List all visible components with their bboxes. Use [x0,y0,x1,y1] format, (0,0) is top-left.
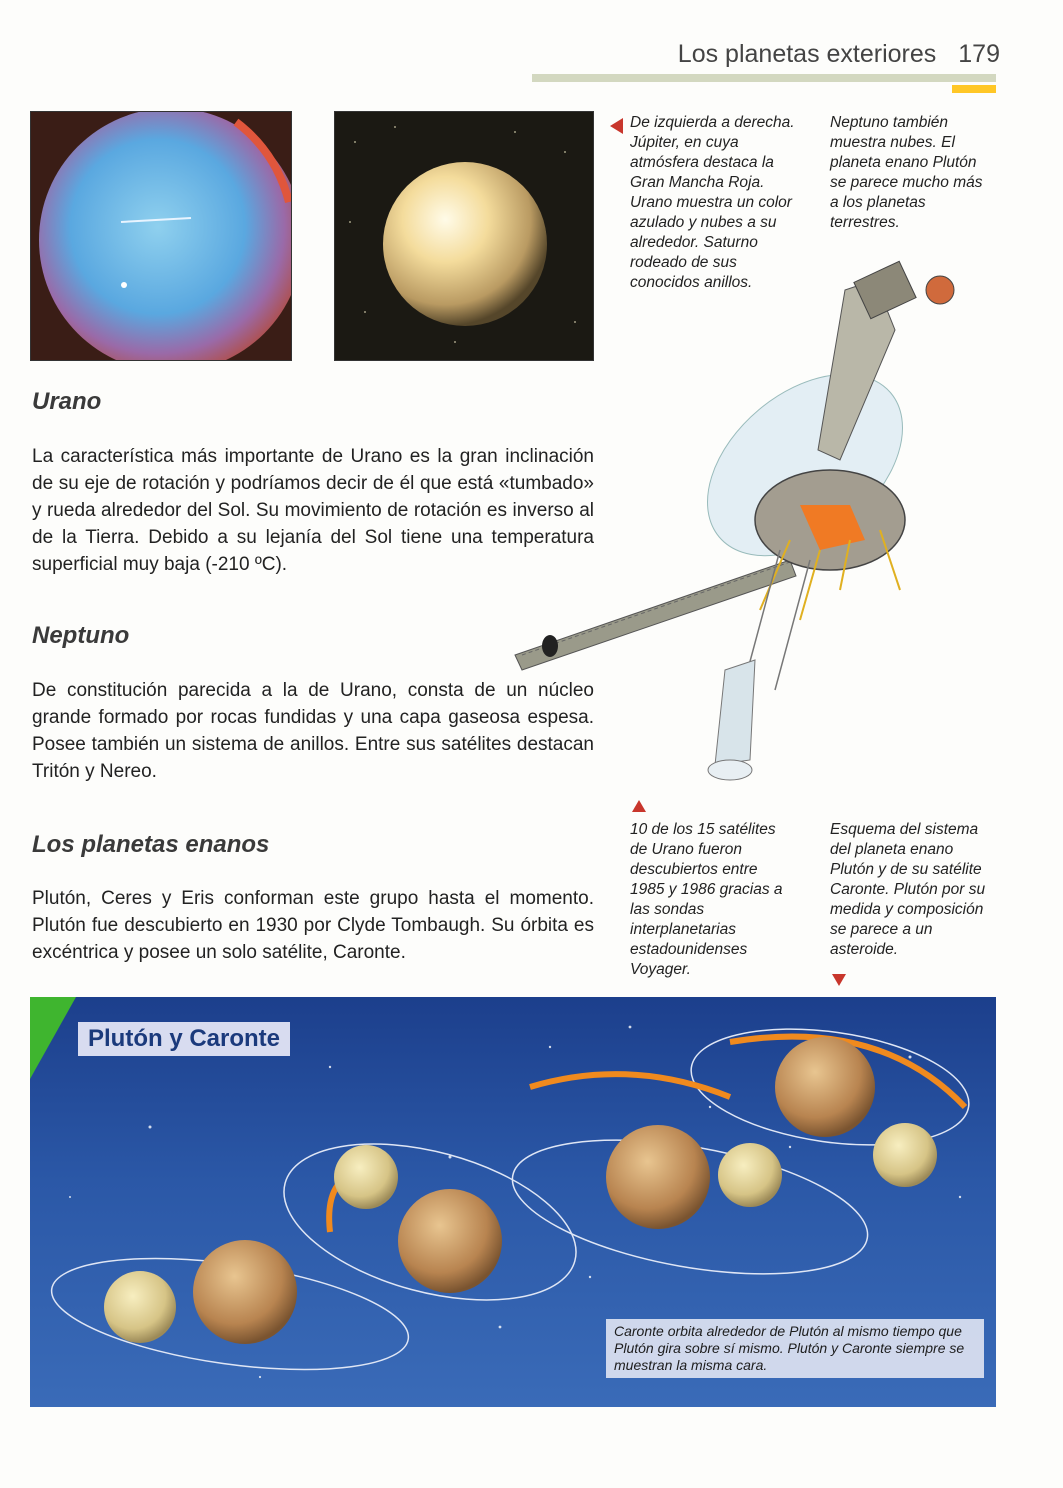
banner-corner-accent [30,997,76,1079]
pluto-scheme-caption [830,820,990,960]
charon-2 [334,1145,398,1209]
section-title-planetas-enanos: Los planetas enanos [32,831,270,858]
pluto-4 [775,1037,875,1137]
chapter-title: Los planetas exteriores [677,40,937,68]
section-title-urano: Urano [32,388,102,415]
planets-caption-text: De izquierda a derecha. Júpiter, en cuya atmósfera destaca la Gran Mancha Roja. Urano muestra un color azulado y nubes a su alrededor. Saturno rodeado de sus conocidos anillos. [630,114,795,291]
running-header [560,40,1000,69]
voyager-caption [630,820,795,980]
section-title-neptuno: Neptuno [32,622,130,649]
pluto-scheme-caption-text: Esquema del sistema del planeta enano Plutón y de su satélite Caronte. Plutón por su medida y composición se parece a un asteroide. [830,821,986,958]
page-number: 179 [958,40,1000,68]
header-accent-bar [952,85,996,93]
section-text-planetas-enanos: Plutón, Ceres y Eris conforman este grupo hasta el momento. Plutón fue descubierto en 1930 por Clyde Tombaugh. Su órbita es excéntrica y posee un solo satélite, Caronte. [32,888,594,963]
down-pointer-marker [832,974,846,986]
pluto-2 [398,1189,502,1293]
charon-4 [873,1123,937,1187]
uranus-photo [30,111,292,361]
charon-3 [718,1143,782,1207]
banner-title: Plutón y Caronte [78,1022,290,1056]
section-text-urano: La característica más importante de Urano es la gran inclinación de su eje de rotación y podríamos decir de él que está «tumbado» y rueda alrededor del Sol. Su movimiento de rotación es inverso al de la Tierra. Debido a su lejanía del Sol tiene una temperatura superficial muy baja (-210 ºC). [32,446,594,575]
pluto-charon-banner [30,997,996,1407]
up-pointer-marker [632,800,646,812]
neptune-pluto-caption [830,113,990,233]
voyager-probe-illustration [500,250,1000,810]
section-text-neptuno: De constitución parecida a la de Urano, consta de un núcleo grande formado por rocas fundidas y una capa gaseosa espesa. Posee también un sistema de anillos. Entre sus satélites destacan Tritón y Nereo. [32,680,594,782]
pluto-3 [606,1125,710,1229]
header-rule [532,74,996,82]
pluto-1 [193,1240,297,1344]
banner-caption: Caronte orbita alrededor de Plutón al mismo tiempo que Plutón gira sobre sí mismo. Plutón y Caronte siempre se muestran la misma cara. [606,1319,984,1378]
neptune-pluto-caption-text: Neptuno también muestra nubes. El planeta enano Plutón se parece mucho más a los planetas terrestres. [830,114,983,231]
voyager-caption-text: 10 de los 15 satélites de Urano fueron descubiertos entre 1985 y 1986 gracias a las sondas interplanetarias estadounidenses Voyager. [630,821,783,978]
left-pointer-marker [610,118,623,134]
charon-1 [104,1271,176,1343]
